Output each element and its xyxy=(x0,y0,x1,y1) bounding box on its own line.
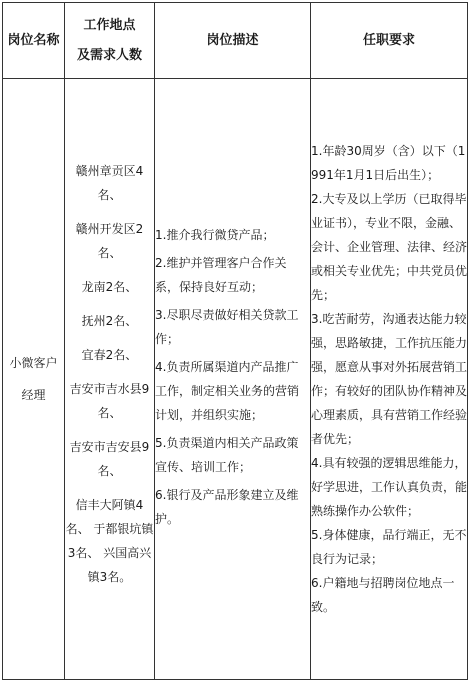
location-item: 抚州2名、 xyxy=(81,314,138,328)
table-header-row xyxy=(3,3,468,79)
requirement-item: 4.具有较强的逻辑思维能力，好学思进，工作认真负责，能熟练操作办公软件； xyxy=(311,456,468,518)
requirement-item: 2.大专及以上学历（已取得毕业证书），专业不限，金融、会计、企业管理、法律、经济或相关专业优先；中共党员优先； xyxy=(311,192,468,302)
description-item: 1.推介我行微贷产品； xyxy=(155,228,275,242)
description-item: 4.负责所属渠道内产品推广工作，制定相关业务的营销计划，并组织实施； xyxy=(155,360,300,422)
header-position-name xyxy=(3,3,65,79)
requirement-item: 6.户籍地与招聘岗位地点一致。 xyxy=(311,576,455,614)
description-item: 3.尽职尽责做好相关贷款工作； xyxy=(155,308,299,346)
header-requirements-text: 任职要求 xyxy=(362,32,415,48)
cell-descriptions xyxy=(155,79,311,680)
table-row xyxy=(3,79,468,680)
header-location xyxy=(65,3,155,79)
location-item: 吉安市吉安县9名、 xyxy=(69,440,150,478)
description-item: 2.维护并管理客户合作关系，保持良好互动； xyxy=(155,256,287,294)
requirement-item: 5.身体健康，品行端正，无不良行为记录； xyxy=(311,528,467,566)
description-item: 5.负责渠道内相关产品政策宣传、培训工作； xyxy=(155,436,299,474)
location-item: 赣州开发区2名、 xyxy=(75,222,144,260)
location-item: 宜春2名、 xyxy=(81,348,138,362)
description-item: 6.银行及产品形象建立及维护。 xyxy=(155,488,299,526)
location-item: 龙南2名、 xyxy=(81,280,138,294)
position-name-line1: 小微客户 xyxy=(9,356,58,370)
location-item: 信丰大阿镇4名、 于都银坑镇3名、 兴国高兴镇3名。 xyxy=(65,498,154,584)
header-description xyxy=(155,3,311,79)
position-name-line2: 经理 xyxy=(21,388,46,402)
cell-locations xyxy=(65,79,155,680)
location-item: 赣州章贡区4名、 xyxy=(75,164,144,202)
job-table xyxy=(2,2,468,680)
header-position-name-text: 岗位名称 xyxy=(7,32,60,48)
cell-position-name xyxy=(3,79,65,680)
cell-requirements xyxy=(311,79,468,680)
requirement-item: 1.年龄30周岁（含）以下（1991年1月1日后出生）； xyxy=(311,144,466,182)
header-location-line1: 工作地点 xyxy=(83,17,136,33)
header-requirements xyxy=(311,3,468,79)
header-location-line2: 及需求人数 xyxy=(76,47,142,63)
header-description-text: 岗位描述 xyxy=(206,32,259,48)
requirement-item: 3.吃苦耐劳，沟通表达能力较强，思路敏捷，工作抗压能力强，愿意从事对外拓展营销工作；有较好的团队协作精神及心理素质，具有营销工作经验者优先； xyxy=(311,312,468,446)
location-item: 吉安市吉水县9名、 xyxy=(69,382,150,420)
